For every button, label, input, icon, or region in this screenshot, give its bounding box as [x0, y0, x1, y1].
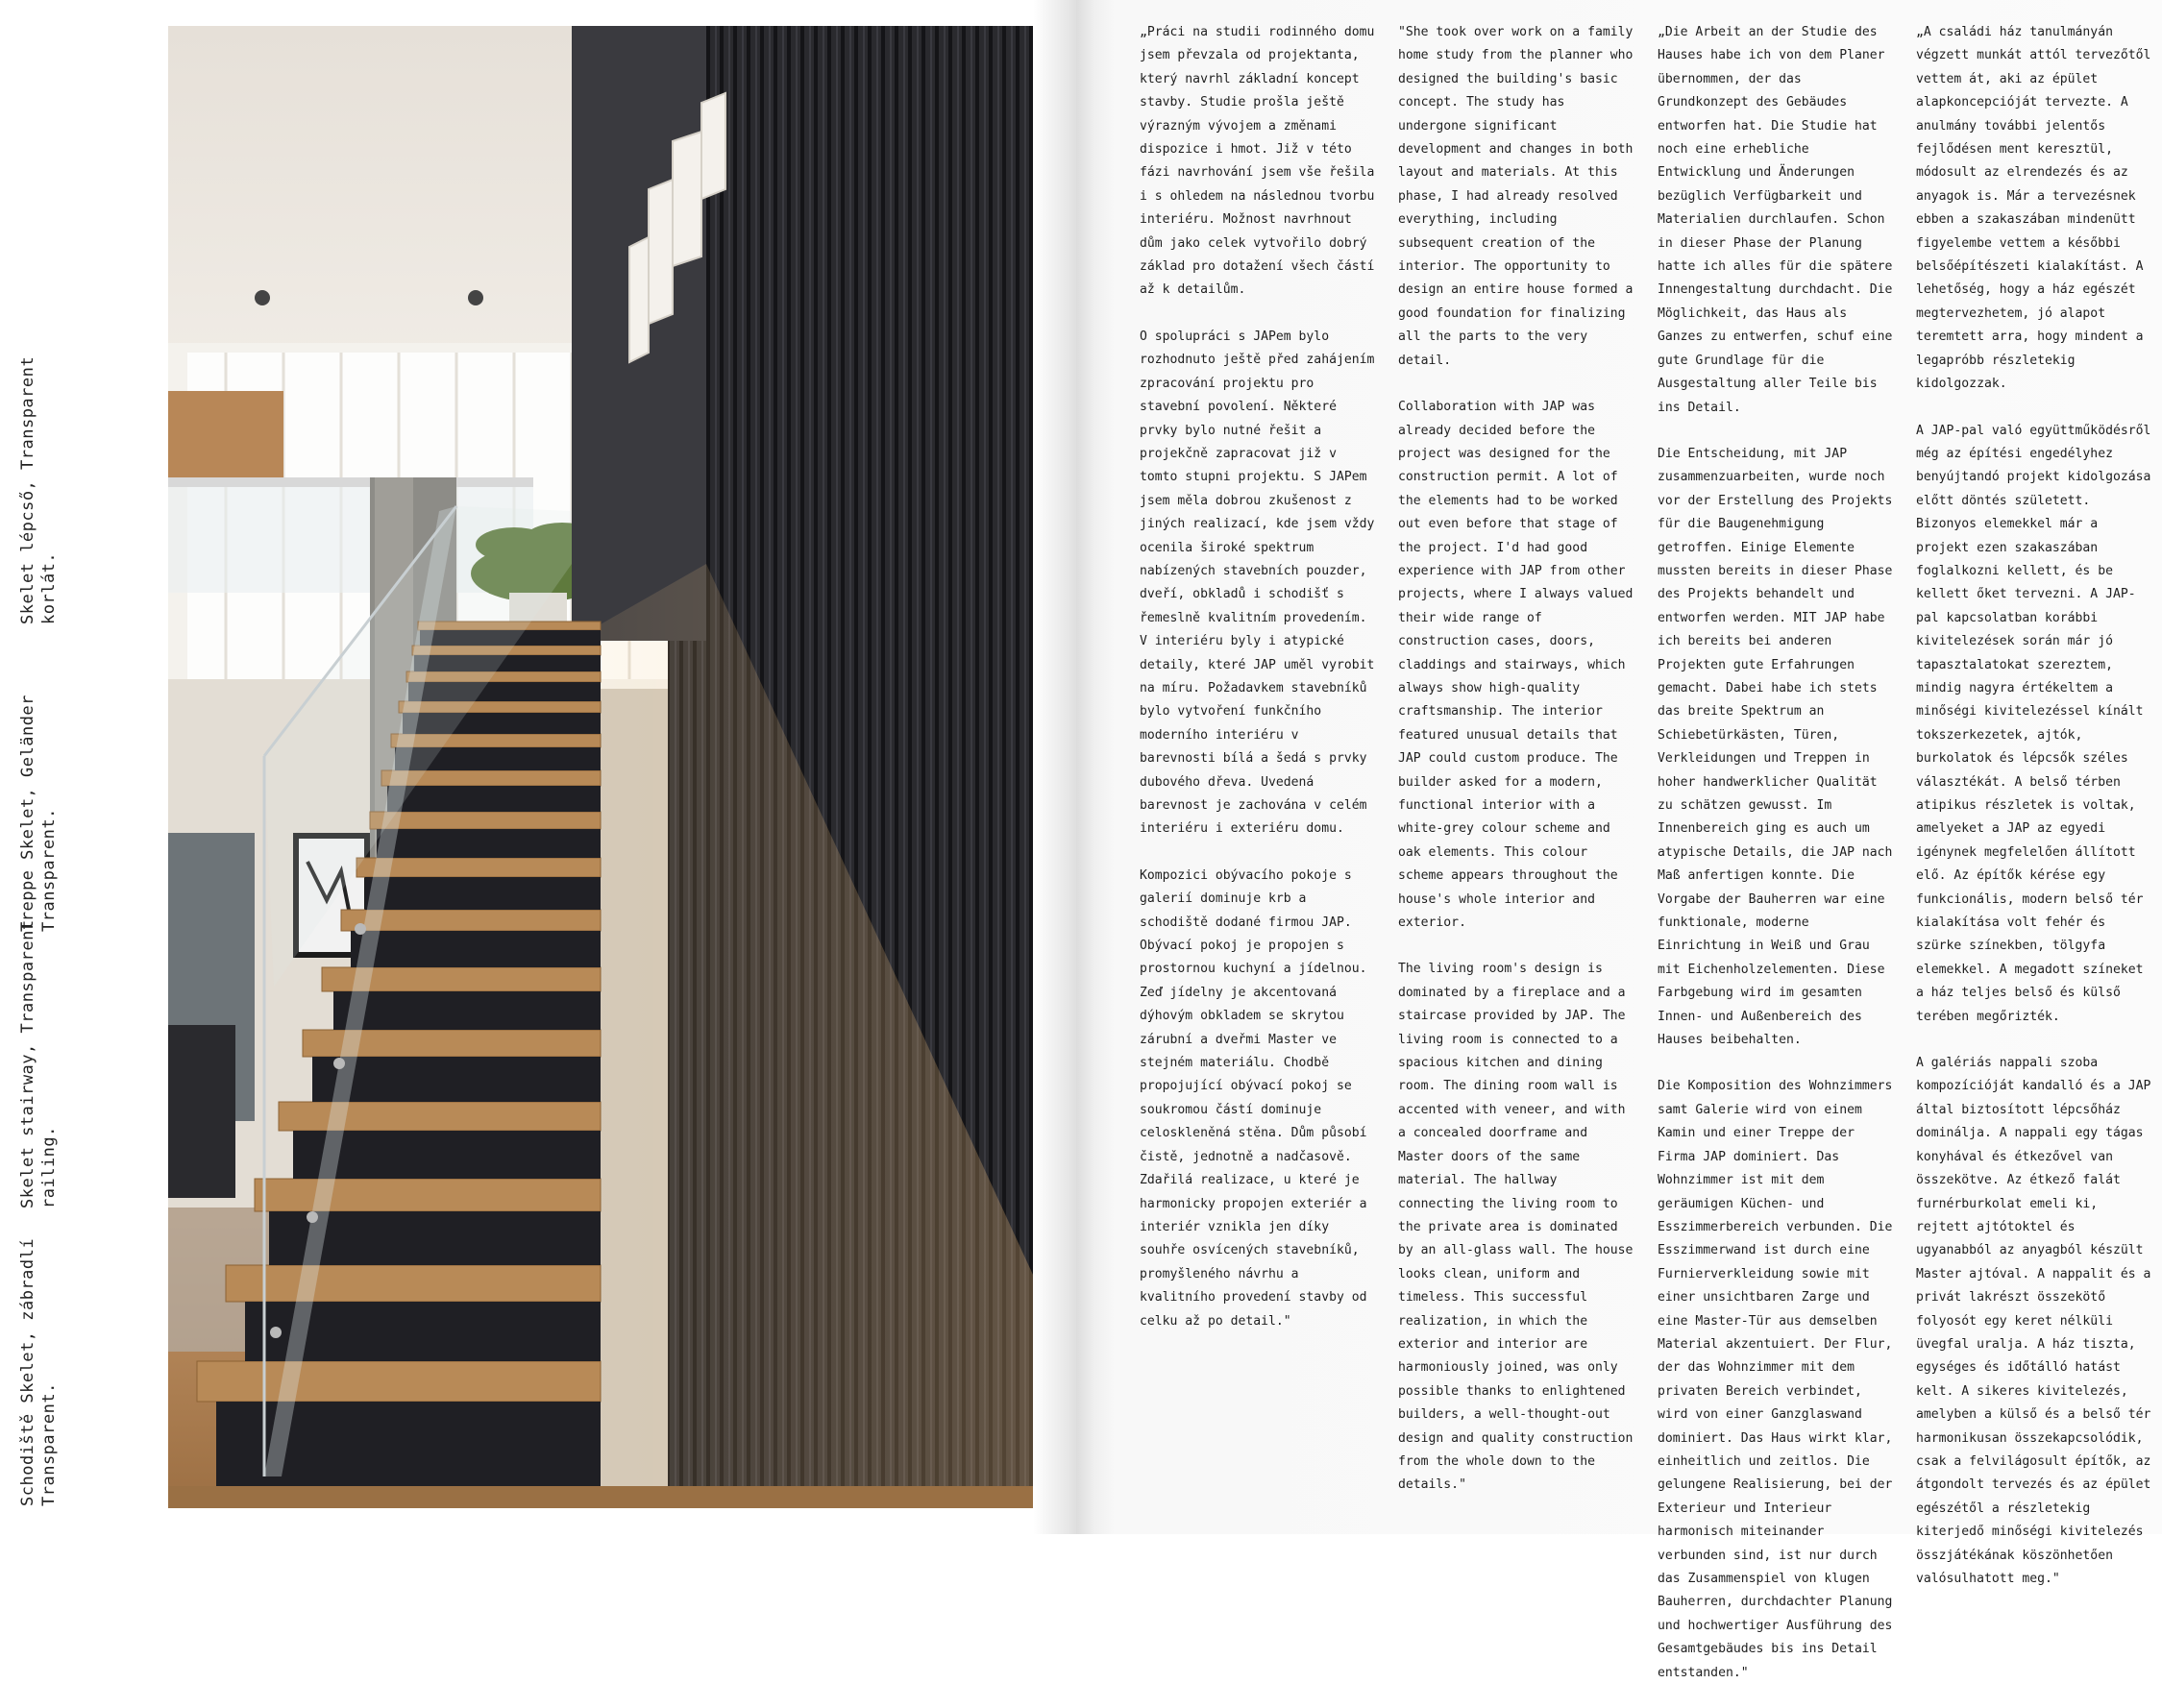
hu-paragraph-3: A galériás nappali szoba kompozícióját kandalló és a JAP által biztosított lépcsőház dominálja. A nappali egy tágas konyhával és étkezővel van összekötve. Az étkező falát furnérburkolat emeli ki, rejtett ajtótoktel és ugyanabból az anyagból készült Master ajtóval. A nappalit és a privát lakrészt összekötő folyosót egy keret nélküli üvegfal uralja. A ház tiszta, egységes és időtálló hatást kelt. A sikeres kivitelezés, amelyben a külső és a belső tér harmonikusan összekapcsolódik, csak a felvilágosult építők, az átgondolt tervezés és az épület egészétől a részletekig kiterjedő minőségi kivitelezés összjátékának köszönhetően valósulhatott meg." [1916, 1056, 2151, 1586]
column-hungarian [1916, 21, 2158, 1614]
hu-paragraph-1: „A családi ház tanulmányán végzett munkát attól tervezőtől vettem át, aki az épület alapkoncepcióját tervezte. A anulmány további jelentős fejlődésen ment keresztül, módosult az elrendezés és az anyagok is. Már a tervezésnek ebben a szakaszában mindenütt figyelembe vettem a későbbi belsőépítészeti kialakítást. A lehetőség, hogy a ház egészét megtervezhetem, jó alapot teremtett arra, hogy mindent a legapróbb részletekig kidolgozzak. [1916, 25, 2151, 392]
left-page [0, 0, 1076, 1534]
en-paragraph-1: "She took over work on a family home study from the planner who designed the building's basic concept. The study has undergone significant development and changes in both layout and materials. At this phase, I had already resolved everything, including subsequent creation of the interior. The opportunity to design an entire house formed a good foundation for finalizing all the parts to the very detail. [1398, 25, 1634, 368]
column-english [1398, 21, 1640, 1521]
staircase-photo [168, 26, 1033, 1508]
cs-paragraph-2: O spolupráci s JAPem bylo rozhodnuto ještě před zahájením zpracování projektu pro stavební povolení. Některé prvky bylo nutné řešit a projekčně zapracovat již v tomto stupni projektu. S JAPem jsem měla dobrou zkušenost z jiných realizací, kde jsem vždy ocenila široké spektrum nabízených stavebních pouzder, dveří, obkladů i schodišť s řemeslně kvalitním provedením. V interiéru byly i atypické detaily, které JAP uměl vyrobit na míru. Požadavkem stavebníků bylo vytvoření funkčního moderního interiéru v barevnosti bílá a šedá s prvky dubového dřeva. Uvedená barevnost je zachována v celém interiéru i exteriéru domu. [1140, 329, 1375, 837]
caption-english: Skelet stairway, Transparent railing. [18, 919, 59, 1208]
en-paragraph-2: Collaboration with JAP was already decided before the project was designed for the construction permit. A lot of the elements had to be worked out even before that stage of the project. I'd had good experience with JAP from other projects, where I always valued their wide range of construction cases, doors, claddings and stairways, which always show high-quality craftsmanship. The interior featured unusual details that JAP could custom produce. The builder asked for a modern, functional interior with a white-grey colour scheme and oak elements. This colour scheme appears throughout the house's whole interior and exterior. [1398, 400, 1634, 931]
column-german [1658, 21, 1900, 1708]
text-columns [1140, 21, 2151, 1680]
caption-german: Treppe Skelet, Geländer Transparent. [18, 695, 59, 932]
en-paragraph-3: The living room's design is dominated by a fireplace and a staircase provided by JAP. The living room is connected to a spacious kitchen and dining room. The dining room wall is accented with veneer, and with a concealed doorframe and Master doors of the same material. The hallway connecting the living room to the private area is dominated by an all-glass wall. The house looks clean, uniform and timeless. This successful realization, in which the exterior and interior are harmoniously joined, was only possible thanks to enlightened builders, a well-thought-out design and quality construction from the whole down to the details." [1398, 962, 1634, 1493]
de-paragraph-2: Die Entscheidung, mit JAP zusammenzuarbeiten, wurde noch vor der Erstellung des Projekts für die Baugenehmigung getroffen. Einige Elemente mussten bereits in dieser Phase des Projekts behandelt und entworfen werden. MIT JAP habe ich bereits bei anderen Projekten gute Erfahrungen gemacht. Dabei habe ich stets das breite Spektrum an Schiebetürkästen, Türen, Verkleidungen und Treppen in hoher handwerklicher Qualität zu schätzen gewusst. Im Innenbereich ging es auch um atypische Details, die JAP nach Maß anfertigen konnte. Die Vorgabe der Bauherren war eine funktionale, moderne Einrichtung in Weiß und Grau mit Eichenholzelementen. Diese Farbgebung wird im gesamten Innen- und Außenbereich des Hauses beibehalten. [1658, 446, 1893, 1048]
de-paragraph-3: Die Komposition des Wohnzimmers samt Galerie wird von einem Kamin und einer Treppe der Firma JAP dominiert. Das Wohnzimmer ist mit dem geräumigen Küchen- und Esszimmerbereich verbunden. Die Esszimmerwand ist durch eine Furnierverkleidung sowie mit einer unsichtbaren Zarge und eine Master-Tür aus demselben Material akzentuiert. Der Flur, der das Wohnzimmer mit dem privaten Bereich verbindet, wird von einer Ganzglaswand dominiert. Das Haus wirkt klar, einheitlich und zeitlos. Die gelungene Realisierung, bei der Exterieur und Interieur harmonisch miteinander verbunden sind, ist nur durch das Zusammenspiel von klugen Bauherren, durchdachter Planung und hochwertiger Ausführung des Gesamtgebäudes bis ins Detail entstanden." [1658, 1079, 1893, 1680]
de-paragraph-1: „Die Arbeit an der Studie des Hauses habe ich von dem Planer übernommen, der das Grundkonzept des Gebäudes entworfen hat. Die Studie hat noch eine erhebliche Entwicklung und Änderungen bezüglich Verfügbarkeit und Materialien durchlaufen. Schon in dieser Phase der Planung hatte ich alles für die spätere Innengestaltung durchdacht. Die Möglichkeit, das Haus als Ganzes zu entwerfen, schuf eine gute Grundlage für die Ausgestaltung aller Teile bis ins Detail. [1658, 25, 1893, 415]
column-czech [1140, 21, 1382, 1356]
hu-paragraph-2: A JAP-pal való együttműködésről még az építési engedélyhez benyújtandó projekt kidolgozása előtt döntés született. Bizonyos elemekkel már a projekt ezen szakaszában foglalkozni kellett, és be kellett őket tervezni. A JAP-pal kapcsolatban korábbi kivitelezések során már jó tapasztalatokat szereztem, mindig nagyra értékeltem a minőségi kivitelezéssel kínált tokszerkezetek, ajtók, burkolatok és lépcsők széles választékát. A belső térben atipikus részletek is voltak, amelyeket a JAP az egyedi igénynek megfelelően állított elő. Az építők kérése egy funkcionális, modern belső tér kialakítása volt fehér és szürke színekben, tölgyfa elemekkel. A megadott színeket a ház teljes belső és külső terében megőrizték. [1916, 423, 2151, 1024]
caption-hungarian: Skelet lépcső, Transparent korlát. [18, 355, 59, 624]
cs-paragraph-1: „Práci na studii rodinného domu jsem převzala od projektanta, který navrhl základní koncept stavby. Studie prošla ještě výrazným vývojem a změnami dispozice i hmot. Již v této fázi navrhování jsem vše řešila i s ohledem na následnou tvorbu interiéru. Možnost navrhnout dům jako celek vytvořilo dobrý základ pro dotažení všech částí až k detailům. [1140, 25, 1375, 298]
caption-czech: Schodiště Skelet, zábradlí Transparent. [18, 1237, 59, 1506]
photo-captions [0, 0, 106, 1534]
cs-paragraph-3: Kompozici obývacího pokoje s galerií dominuje krb a schodiště dodané firmou JAP. Obývací pokoj je propojen s prostornou kuchyní a jídelnou. Zeď jídelny je akcentovaná dýhovým obkladem se skrytou zárubní a dveřmi Master ve stejném materiálu. Chodbě propojující obývací pokoj se soukromou částí dominuje celoskleněná stěna. Dům působí čistě, jednotně a nadčasově. Zdařilá realizace, u které je harmonicky propojen exteriér a interiér vznikla jen díky souhře osvícených stavebníků, promyšleného návrhu a kvalitního provedení stavby od celku až po detail." [1140, 867, 1367, 1329]
staircase-illustration [168, 26, 1033, 1508]
